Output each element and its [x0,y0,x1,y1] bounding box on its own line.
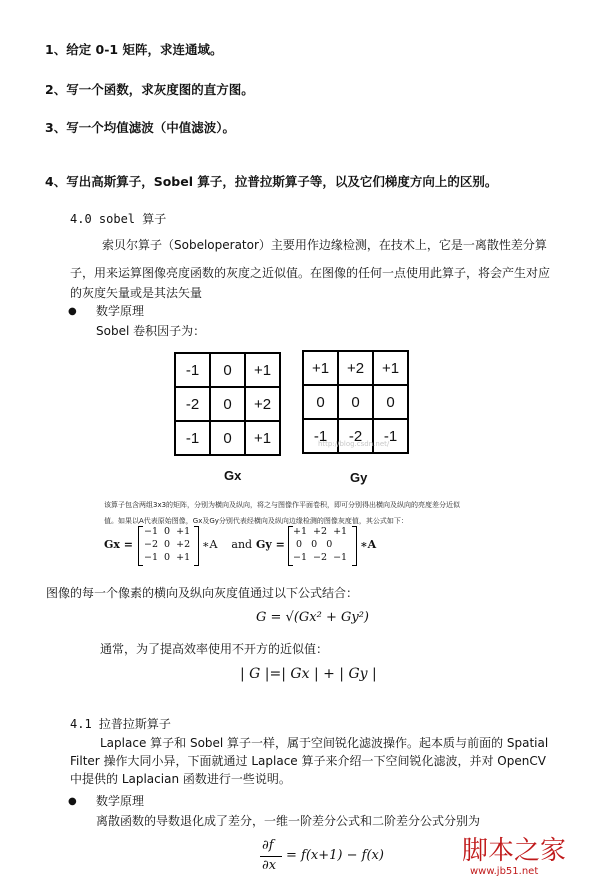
gy-cell: 0 [373,385,408,419]
mat-gx-label: Gx = [104,538,133,551]
gx-kernel-grid [174,352,281,456]
mat-end-text: ∗A [360,538,377,551]
watermark-brand: 脚本之家 [462,836,567,866]
gx-label: Gx [224,468,242,483]
mat-gy-row: 0 0 0 [293,539,333,550]
bullet-dot: ● [68,796,77,807]
gx-cell: 0 [210,421,245,455]
gy-kernel-grid [302,350,409,454]
question-1: 1、给定 0-1 矩阵，求连通域。 [45,42,223,57]
laplace-heading: 4.1 拉普拉斯算子 [70,717,171,731]
gx-cell: 0 [210,353,245,387]
gx-cell: -2 [175,387,210,421]
right-bracket [194,526,199,566]
fraction-bar [260,856,282,857]
sobel-intro-line-3: 的灰度矢量或是其法矢量 [70,286,203,300]
formula-g: G = √(Gx² + Gy²) [256,610,369,625]
gy-cell: -2 [338,419,373,453]
question-3: 3、写一个均值滤波（中值滤波）。 [45,120,235,135]
gy-label: Gy [350,470,368,485]
gx-cell: +1 [245,421,280,455]
mat-gy-row: +1 +2 +1 [293,526,348,537]
sobel-intro-line-2: 子，用来运算图像亮度函数的灰度之近似值。在图像的任何一点使用此算子，将会产生对应 [70,266,551,280]
gy-cell: 0 [303,385,338,419]
bullet-dot: ● [68,306,77,317]
gx-cell: +2 [245,387,280,421]
sobel-intro-line-1: 索贝尔算子（Sobeloperator）主要用作边缘检测，在技术上，它是一离散性差分算 [102,238,547,252]
gy-cell: +2 [338,351,373,385]
sobel-heading: 4.0 sobel 算子 [70,212,167,226]
laplace-line-3: 中提供的 Laplacian 函数进行一些说明。 [70,772,291,786]
grid-watermark: http://blog.csdn.net/ [318,440,390,448]
formula-rhs: = f(x+1) − f(x) [286,848,384,863]
mat-gx-row: −1 0 +1 [144,526,191,537]
gy-cell: +1 [373,351,408,385]
formula-numerator: ∂f [262,838,274,853]
formula-abs: | G |=| Gx | + | Gy | [240,666,377,682]
gx-cell: -1 [175,353,210,387]
laplace-line-2: Filter 操作大同小异，下面就通过 Laplace 算子来介绍一下空间锐化滤波，并对 OpenCV [70,754,546,768]
watermark-url: www.jb51.net [470,866,539,877]
approx-text: 通常，为了提高效率使用不开方的近似值： [100,642,329,656]
mat-gx-row: −2 0 +2 [144,539,191,550]
diff-text: 离散函数的导数退化成了差分，一维一阶差分公式和二阶差分公式分别为 [96,814,481,828]
gx-cell: 0 [210,387,245,421]
mat-gx-row: −1 0 +1 [144,552,191,563]
question-4: 4、写出高斯算子，Sobel 算子，拉普拉斯算子等，以及它们梯度方向上的区别。 [45,174,498,189]
gy-cell: +1 [303,351,338,385]
mat-gy-label: Gy = [256,538,285,551]
laplace-bullet-label: 数学原理 [96,794,145,808]
sobel-bullet-label: 数学原理 [96,304,145,318]
small-text-line-2: 值。如果以A代表原始图像，Gx及Gy分别代表经横向及纵向边缘检测的图像灰度值，其公式如下： [104,517,408,525]
left-bracket [138,526,143,566]
question-2: 2、写一个函数，求灰度图的直方图。 [45,82,254,97]
formula-denominator: ∂x [262,858,277,873]
right-bracket [352,526,357,566]
laplace-line-1: Laplace 算子和 Sobel 算子一样，属于空间锐化滤波操作。起本质与前面的 Spatial [100,736,549,750]
combine-text: 图像的每一个像素的横向及纵向灰度值通过以下公式结合： [46,586,359,600]
gx-cell: +1 [245,353,280,387]
gy-cell: -1 [303,419,338,453]
gy-cell: -1 [373,419,408,453]
gx-cell: -1 [175,421,210,455]
sobel-kernel-intro: Sobel 卷积因子为： [96,324,206,338]
mat-mid-text: ∗A and [202,538,253,551]
mat-gy-row: −1 −2 −1 [293,552,348,563]
gy-cell: 0 [338,385,373,419]
small-text-line-1: 该算子包含两组3x3的矩阵，分别为横向及纵向，将之与图像作平面卷积，即可分别得出横向及纵向的亮度差分近似 [104,501,461,509]
